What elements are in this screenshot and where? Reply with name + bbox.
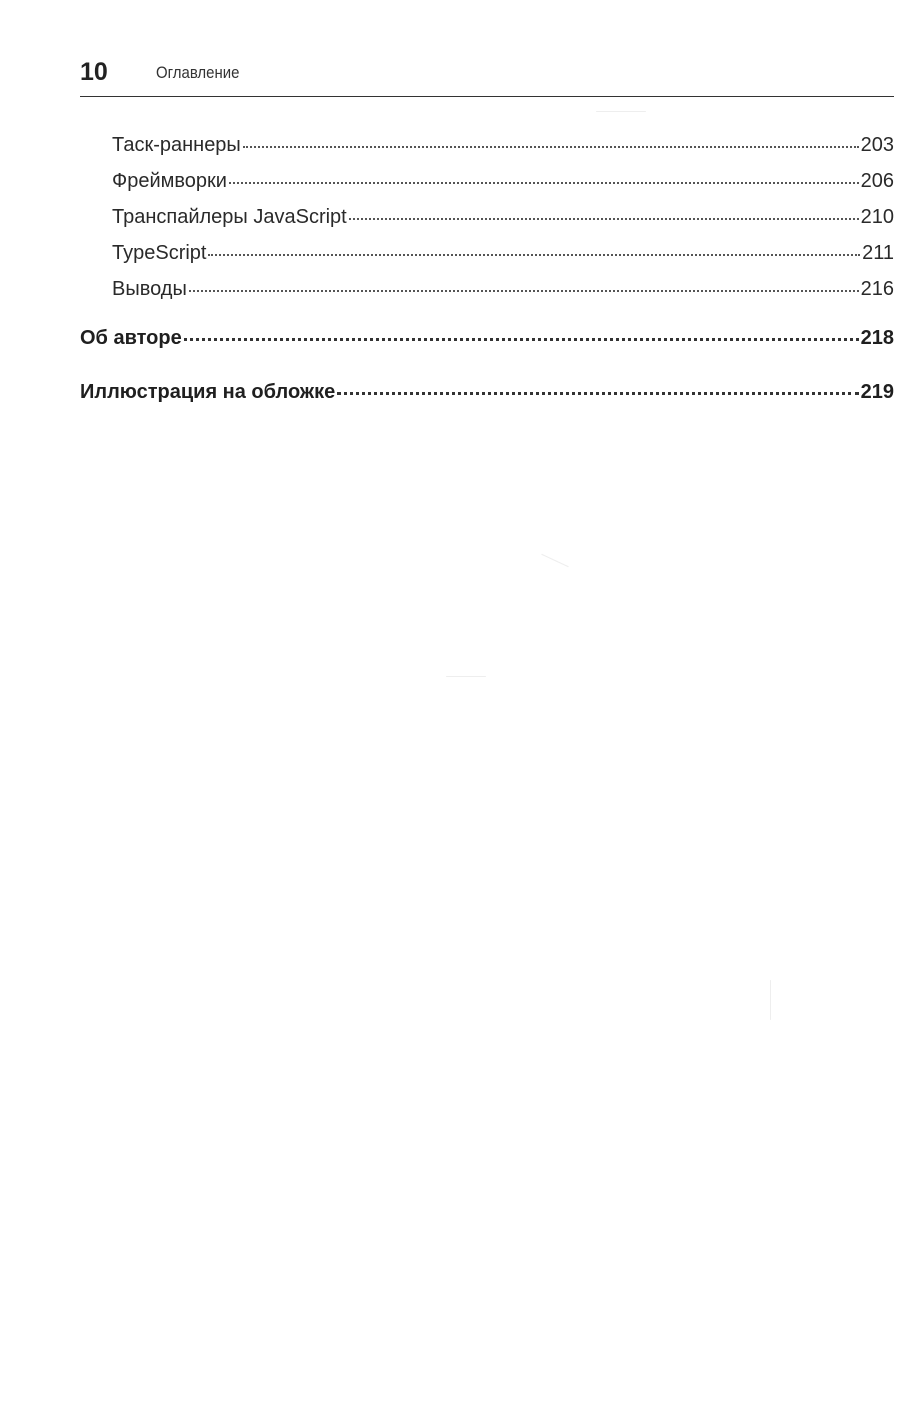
section-title: Оглавление [156,63,240,82]
toc-entry-title: Транспайлеры JavaScript [112,206,347,228]
toc-entry-title: Об авторе [80,327,182,349]
toc-dot-leader [189,290,859,292]
toc-dot-leader [208,254,860,256]
toc-dot-leader [229,182,859,184]
running-head [80,56,894,97]
paper-mark [541,554,569,568]
page-number: 10 [80,58,108,86]
toc-entry-page: 203 [860,134,894,156]
toc-dot-leader [243,146,859,148]
toc-entry-transpilers[interactable] [112,206,894,229]
toc-entry-task-runners[interactable] [112,134,894,157]
toc-entry-title: Выводы [112,278,187,300]
paper-mark [596,111,646,112]
toc-entry-page: 216 [860,278,894,300]
toc-dot-leader [349,218,859,220]
toc-dot-leader [337,392,858,395]
toc-entry-title: TypeScript [112,242,207,264]
toc-entry-page: 219 [860,381,894,403]
paper-mark [446,676,486,677]
toc-entry-conclusions[interactable] [112,278,894,301]
toc-entry-page: 210 [860,206,894,228]
toc-entry-page: 218 [860,327,894,349]
toc-entry-frameworks[interactable] [112,170,894,193]
toc-entry-page: 206 [860,170,894,192]
toc-entry-title: Фреймворки [112,170,227,192]
toc-entry-about-author[interactable] [80,327,894,350]
paper-mark [770,980,771,1020]
toc-entry-page: 211 [862,242,894,264]
toc-entry-title: Иллюстрация на обложке [80,381,336,403]
toc-entry-cover-illustration[interactable] [80,381,894,404]
toc-entry-title: Таск-раннеры [112,134,241,156]
toc-entry-typescript[interactable] [112,242,894,265]
toc-dot-leader [184,338,859,341]
